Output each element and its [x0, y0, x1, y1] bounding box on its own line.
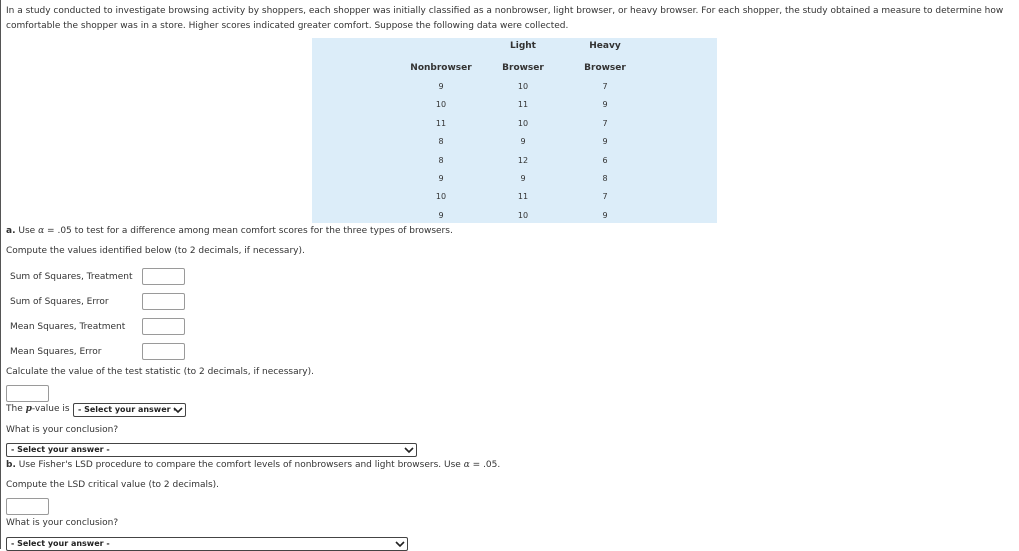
sse-label: Sum of Squares, Error: [10, 297, 109, 307]
compute-instruction: Compute the values identified below (to 2 decimals, if necessary).: [6, 246, 305, 256]
alpha-symbol-b: α: [463, 460, 470, 470]
table-cell: 11: [435, 119, 447, 128]
lsd-input[interactable]: [6, 498, 49, 515]
conclusion-select-a[interactable]: [6, 443, 417, 457]
conclusion-question-a: What is your conclusion?: [6, 425, 119, 435]
problem-intro: In a study conducted to investigate browsing activity by shoppers, each shopper was initially classified as a nonbrowser, light browser, or heavy browser. For each shopper, the study obtained a measure to determine how comfortable the shopper was in a store. Higher scores indicated greater comfort. Suppose the following data were collected.: [6, 6, 1004, 31]
table-header-0: Nonbrowser: [410, 63, 472, 73]
table-cell: 9: [602, 211, 608, 220]
table-cell: 8: [602, 174, 608, 183]
part-a-question: [6, 226, 453, 236]
mstr-label: Mean Squares, Treatment: [10, 322, 126, 332]
part-b-label: b.: [6, 460, 16, 470]
table-cell: 10: [517, 82, 529, 91]
table-cell: 12: [517, 156, 529, 165]
pvalue-p: p: [25, 404, 32, 414]
alpha-value: .05: [57, 226, 72, 236]
chevron-down-icon: [173, 405, 183, 415]
chevron-down-icon: [395, 539, 405, 549]
pvalue-select-value: - Select your answer -: [78, 405, 177, 414]
part-a-label: a.: [6, 226, 16, 236]
statistic-instruction: Calculate the value of the test statistic (to 2 decimals, if necessary).: [6, 367, 315, 377]
lsd-instruction: Compute the LSD critical value (to 2 decimals).: [6, 480, 220, 490]
sse-input[interactable]: [142, 293, 185, 310]
table-cell: 7: [602, 119, 608, 128]
conclusion-question-b: What is your conclusion?: [6, 518, 119, 528]
table-cell: 6: [602, 156, 608, 165]
table-cell: 9: [520, 174, 526, 183]
table-cell: 10: [435, 100, 447, 109]
part-a-text-pre: Use: [18, 226, 36, 236]
table-cell: 10: [517, 119, 529, 128]
table-cell: 9: [602, 137, 608, 146]
part-b-text: Use Fisher's LSD procedure to compare the comfort levels of nonbrowsers and light browsers. Use: [18, 460, 461, 470]
equals-sign: =: [47, 226, 55, 236]
chevron-down-icon: [404, 445, 414, 455]
mstr-input[interactable]: [142, 318, 185, 335]
table-cell: 9: [602, 100, 608, 109]
mse-label: Mean Squares, Error: [10, 347, 102, 357]
alpha-value-b: .05: [483, 460, 498, 470]
table-cell: 7: [602, 82, 608, 91]
period-b: .: [497, 460, 501, 470]
alpha-symbol: α: [38, 226, 45, 236]
part-a-text-post: to test for a difference among mean comfort scores for the three types of browsers.: [74, 226, 453, 236]
pvalue-select[interactable]: [73, 403, 186, 417]
table-cell: 8: [438, 137, 444, 146]
table-cell: 9: [520, 137, 526, 146]
pvalue-pre: The: [6, 404, 23, 414]
table-header-top-1: Light: [510, 41, 536, 51]
mse-input[interactable]: [142, 343, 185, 360]
table-cell: 10: [435, 192, 447, 201]
table-cell: 9: [438, 82, 444, 91]
left-border: [0, 0, 1, 549]
table-cell: 10: [517, 211, 529, 220]
conclusion-select-a-value: - Select your answer -: [11, 445, 110, 454]
table-cell: 7: [602, 192, 608, 201]
table-header-1: Browser: [502, 63, 544, 73]
table-cell: 11: [517, 100, 529, 109]
conclusion-select-b-value: - Select your answer -: [11, 539, 110, 548]
pvalue-post: -value is: [31, 404, 70, 414]
sst-label: Sum of Squares, Treatment: [10, 272, 133, 282]
table-cell: 11: [517, 192, 529, 201]
table-header-top-2: Heavy: [589, 41, 621, 51]
part-b-question: [6, 460, 500, 470]
equals-sign-b: =: [472, 460, 481, 470]
table-cell: 8: [438, 156, 444, 165]
pvalue-row: [6, 404, 70, 414]
sst-input[interactable]: [142, 268, 185, 285]
table-header-2: Browser: [584, 63, 626, 73]
table-cell: 9: [438, 211, 444, 220]
table-cell: 9: [438, 174, 444, 183]
test-statistic-input[interactable]: [6, 385, 49, 402]
